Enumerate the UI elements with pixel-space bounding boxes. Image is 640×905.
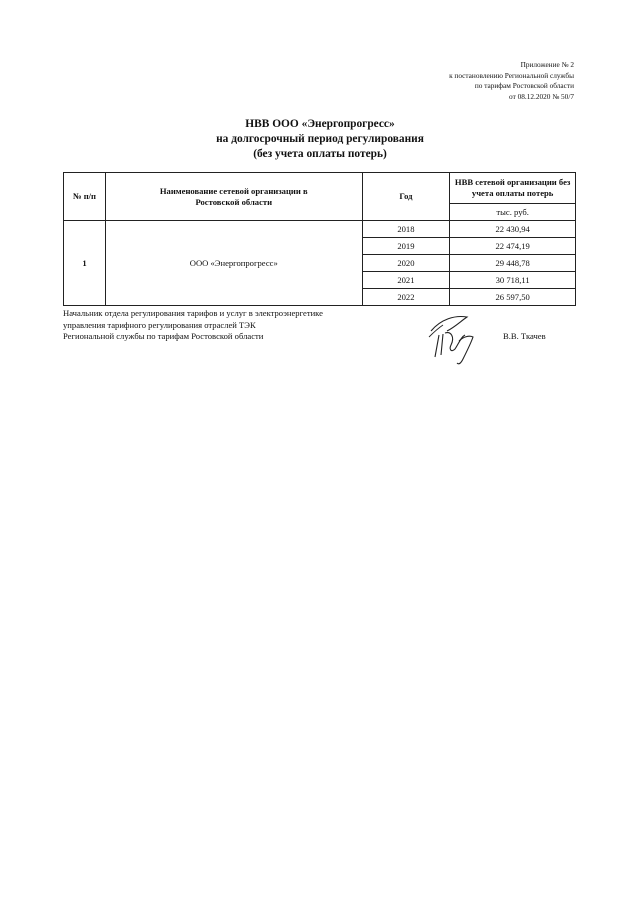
- footer-line-2: управления тарифного регулирования отраслей ТЭК: [63, 319, 256, 330]
- table-row: [64, 221, 576, 238]
- header-unit: тыс. руб.: [450, 204, 576, 221]
- title-line-1: НВВ ООО «Энергопрогресс»: [245, 118, 395, 130]
- row-org-name: ООО «Энергопрогресс»: [105, 221, 362, 306]
- year-cell: 2020: [362, 255, 450, 272]
- attachment-line-2: к постановлению Региональной службы: [449, 70, 574, 80]
- attachment-note: [449, 60, 574, 102]
- year-cell: 2022: [362, 289, 450, 306]
- nvv-table: [63, 172, 576, 306]
- signer-name: В.В. Ткачев: [503, 331, 546, 341]
- footer-line-3: Региональной службы по тарифам Ростовской области: [63, 331, 264, 341]
- value-cell: 22 430,94: [450, 221, 576, 238]
- row-num: 1: [64, 221, 106, 306]
- footer-line-1: Начальник отдела регулирования тарифов и услуг в электроэнергетике: [63, 308, 323, 318]
- header-org-name: Наименование сетевой организации в Ростовской области: [105, 173, 362, 221]
- value-cell: 30 718,11: [450, 272, 576, 289]
- attachment-line-3: по тарифам Ростовской области: [474, 81, 574, 91]
- year-cell: 2018: [362, 221, 450, 238]
- signatory-position: [63, 308, 323, 343]
- year-cell: 2019: [362, 238, 450, 255]
- header-year: Год: [362, 173, 450, 221]
- attachment-line-4: от 08.12.2020 № 50/7: [509, 91, 574, 101]
- header-num: № п/п: [64, 173, 106, 221]
- title-line-3: (без учета оплаты потерь): [253, 148, 387, 161]
- document-title: [0, 117, 640, 163]
- handwritten-signature: [425, 307, 485, 374]
- title-line-2: на долгосрочный период регулирования: [216, 133, 424, 146]
- year-cell: 2021: [362, 272, 450, 289]
- value-cell: 29 448,78: [450, 255, 576, 272]
- value-cell: 22 474,19: [450, 238, 576, 255]
- attachment-line-1: Приложение № 2: [520, 60, 574, 69]
- value-cell: 26 597,50: [450, 289, 576, 306]
- header-nvv: НВВ сетевой организации без учета оплаты потерь: [450, 173, 576, 204]
